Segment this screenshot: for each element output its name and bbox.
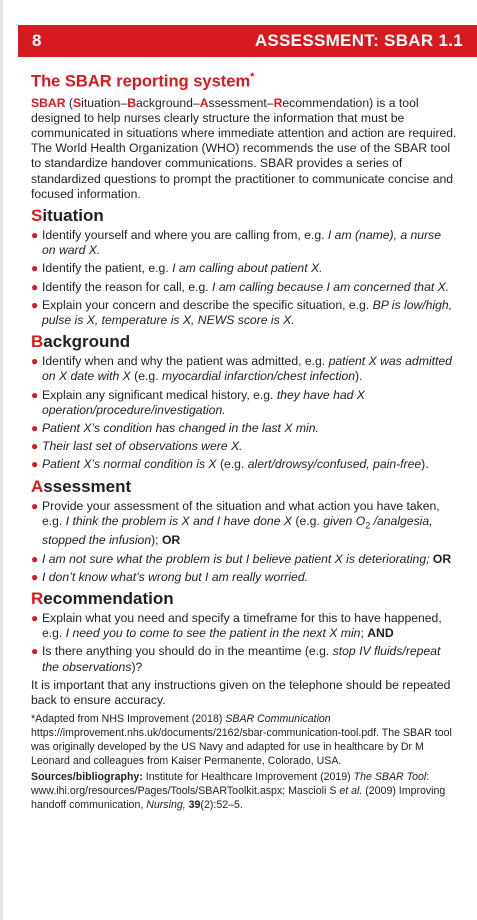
list-item: ● Explain your concern and describe the specific situation, e.g. BP is low/high, pulse is X, temperature is X, NEWS score is X. xyxy=(31,297,453,327)
closing-paragraph: It is important that any instructions given on the telephone should be repeated back to ensure accuracy. xyxy=(31,677,451,708)
page-header xyxy=(18,25,477,57)
list-item: ● I don’t know what’s wrong but I am really worried. xyxy=(31,569,308,584)
list-item: ● Provide your assessment of the situation and what action you have taken, e.g. I think the problem is X and I have done X (e.g. given $O_2$ /analgesia, stopped the infusion); OR xyxy=(31,498,440,548)
list-item: ● Identify the patient, e.g. I am calling about patient X. xyxy=(31,261,323,276)
page-number: 8 xyxy=(32,31,42,50)
list-item: ● Identify yourself and where you are calling from, e.g. I am (name), a nurse on ward X. xyxy=(31,227,442,258)
list-item: ● Patient X’s normal condition is X (e.g. alert/drowsy/confused, pain-free). xyxy=(31,457,429,472)
list-item: ● Identify the reason for call, e.g. I am calling because I am concerned that X. xyxy=(31,279,450,294)
list-item: ● Is there anything you should do in the meantime (e.g. stop IV fluids/repeat the observations)? xyxy=(31,644,441,674)
background-list xyxy=(31,354,457,472)
list-item: ● Their last set of observations were X. xyxy=(31,439,243,454)
list-item: ● Patient X’s condition has changed in the last X min. xyxy=(31,420,319,435)
page-edge xyxy=(0,0,3,920)
section-heading-recommendation: Recommendation xyxy=(31,589,174,609)
assessment-list xyxy=(31,499,457,585)
sources-bibliography: Sources/bibliography: Institute for Healthcare Improvement (2019) The SBAR Tool: www.ihi.org/resources/Pages/Tools/SBARToolkit.aspx; Mascioli S et al. (2009) Improving handoff communication, Nursing, 39(2):52–5. xyxy=(31,771,446,812)
situation-list xyxy=(31,228,457,328)
intro-paragraph: SBAR (Situation–Background–Assessment–Recommendation) is a tool designed to help nurses clearly structure the information that must be communicated in situations where immediate attention and action are required. The World Health Organization (WHO) recommends the use of the SBAR tool to standardize handover communications. SBAR provides a series of standardized questions to prompt the practitioner to communicate concise and focused information. xyxy=(31,95,457,201)
footnote: *Adapted from NHS Improvement (2018) SBAR Communication https://improvement.nhs.uk/documents/2162/sbar-communication-tool.pdf. The SBAR tool was originally developed by the US Navy and adapted for use in healthcare by Dr M Leonard and colleagues from Kaiser Permanente, Colorado, USA. xyxy=(31,713,452,768)
list-item: ● I am not sure what the problem is but I believe patient X is deteriorating; OR xyxy=(31,551,452,566)
section-heading-situation: Situation xyxy=(31,205,104,225)
list-item: ● Identify when and why the patient was admitted, e.g. patient X was admitted on X date with X (e.g. myocardial infarction/chest infection). xyxy=(31,354,452,384)
list-item: ● Explain any significant medical history, e.g. they have had X operation/procedure/investigation. xyxy=(31,387,365,417)
section-heading-assessment: Assessment xyxy=(31,476,132,496)
page-content xyxy=(31,67,457,812)
recommendation-list xyxy=(31,611,457,675)
page-title: The SBAR reporting system* xyxy=(31,71,255,91)
section-heading-background: Background xyxy=(31,332,131,352)
list-item: ● Explain what you need and specify a timeframe for this to have happened, e.g. I need you to come to see the patient in the next X min; AND xyxy=(31,611,442,641)
section-title: ASSESSMENT: SBAR 1.1 xyxy=(254,31,463,50)
